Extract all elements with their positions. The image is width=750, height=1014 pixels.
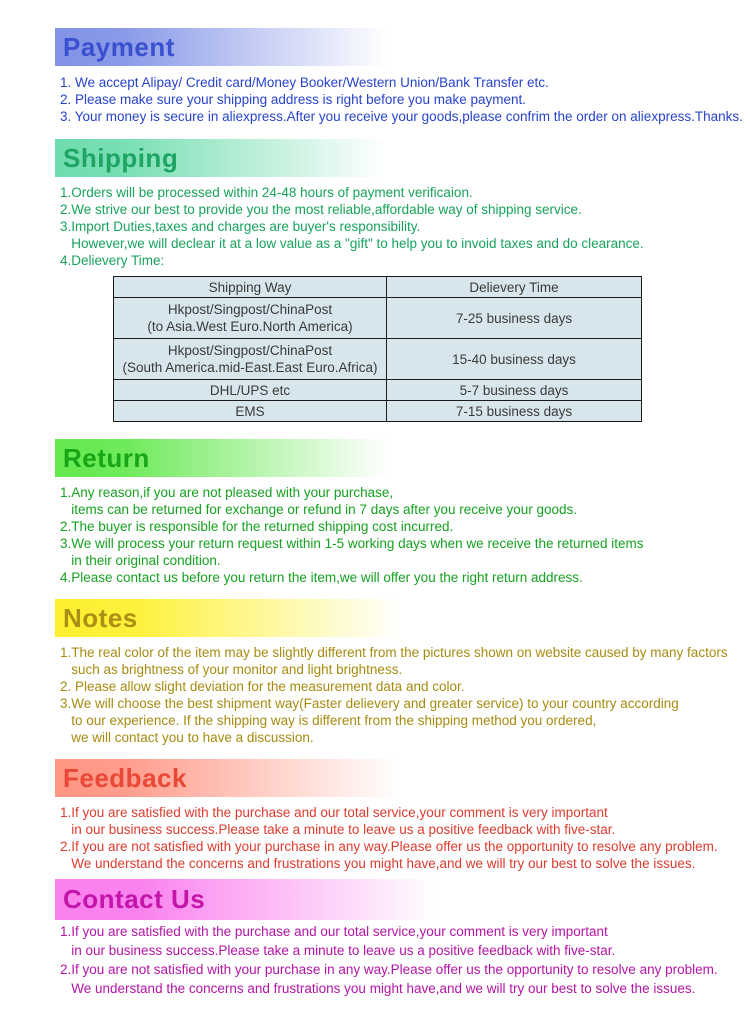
- feedback-item-1: 1.If you are satisfied with the purchase and our total service,your comment is very important: [60, 805, 608, 820]
- delivery-time-cell: 7-25 business days: [387, 298, 642, 339]
- notes-item-3-cont2: we will contact you to have a discussion.: [60, 730, 314, 745]
- shipping-items: [60, 184, 744, 269]
- shipping-way-cell: DHL/UPS etc: [114, 380, 387, 401]
- feedback-section-header: [55, 759, 747, 797]
- contact-section-header: [55, 879, 747, 920]
- feedback-item-2-cont: We understand the concerns and frustrations you might have,and we will try our best to solve the issues.: [60, 856, 696, 871]
- payment-section-header: [55, 28, 747, 66]
- contact-item-1-cont: in our business success.Please take a minute to leave us a positive feedback with five-star.: [60, 943, 616, 958]
- payment-item-3: 3. Your money is secure in aliexpress.After you receive your goods,please confrim the order on aliexpress.Thanks.: [60, 109, 743, 124]
- feedback-item-2: 2.If you are not satisfied with your purchase in any way.Please offer us the opportunity to resolve any problem.: [60, 839, 718, 854]
- notes-item-1: 1.The real color of the item may be slightly different from the pictures shown on website caused by many factors: [60, 645, 728, 660]
- table-row: [114, 401, 642, 422]
- payment-item-1: 1. We accept Alipay/ Credit card/Money Booker/Western Union/Bank Transfer etc.: [60, 75, 549, 90]
- contact-item-2-cont: We understand the concerns and frustrations you might have,and we will try our best to solve the issues.: [60, 981, 696, 996]
- shipping-way-cell: EMS: [114, 401, 387, 422]
- shipping-way-cell: [114, 298, 387, 339]
- return-items: [60, 484, 744, 586]
- table-row: [114, 298, 642, 339]
- shipping-table-header-row: [114, 277, 642, 298]
- notes-items: [60, 644, 744, 746]
- notes-item-2: 2. Please allow slight deviation for the measurement data and color.: [60, 679, 465, 694]
- shipping-item-3-cont: However,we will declear it at a low value as a "gift" to help you to invoid taxes and do clearance.: [60, 236, 644, 251]
- return-item-1: 1.Any reason,if you are not pleased with your purchase,: [60, 485, 394, 500]
- feedback-section-title: Feedback: [63, 762, 187, 793]
- payment-items: [60, 74, 744, 125]
- delivery-time-cell: 7-15 business days: [387, 401, 642, 422]
- return-section-header: [55, 439, 747, 477]
- shipping-section-header: [55, 139, 747, 177]
- return-item-3: 3.We will process your return request within 1-5 working days when we receive the returned items: [60, 536, 644, 551]
- shipping-item-4: 4.Delievery Time:: [60, 253, 165, 268]
- return-item-3-cont: in their original condition.: [60, 553, 221, 568]
- contact-items: [60, 922, 744, 998]
- notes-item-3: 3.We will choose the best shipment way(Faster delievery and greater service) to your country according: [60, 696, 679, 711]
- return-section-title: Return: [63, 442, 150, 473]
- return-item-1-cont: items can be returned for exchange or refund in 7 days after you receive your goods.: [60, 502, 578, 517]
- shipping-table: [113, 276, 642, 422]
- shipping-way-line2: (South America.mid-East.East Euro.Africa): [122, 360, 378, 375]
- shipping-section-title: Shipping: [63, 142, 179, 173]
- return-item-4: 4.Please contact us before you return the item,we will offer you the right return address.: [60, 570, 583, 585]
- contact-section-title: Contact Us: [63, 884, 206, 914]
- notes-item-1-cont: such as brightness of your monitor and light brightness.: [60, 662, 403, 677]
- shipping-way-line1: Hkpost/Singpost/ChinaPost: [167, 343, 333, 358]
- payment-item-2: 2. Please make sure your shipping address is right before you make payment.: [60, 92, 526, 107]
- return-item-2: 2.The buyer is responsible for the returned shipping cost incurred.: [60, 519, 454, 534]
- shipping-item-1: 1.Orders will be processed within 24-48 hours of payment verificaion.: [60, 185, 473, 200]
- notes-section-title: Notes: [63, 602, 138, 633]
- contact-item-1: 1.If you are satisfied with the purchase and our total service,your comment is very important: [60, 924, 608, 939]
- contact-item-2: 2.If you are not satisfied with your purchase in any way.Please offer us the opportunity to resolve any problem.: [60, 962, 718, 977]
- table-row: [114, 339, 642, 380]
- delivery-time-cell: 15-40 business days: [387, 339, 642, 380]
- shipping-way-line1: Hkpost/Singpost/ChinaPost: [167, 302, 333, 317]
- shipping-way-line2: (to Asia.West Euro.North America): [147, 319, 353, 334]
- table-row: [114, 380, 642, 401]
- feedback-items: [60, 804, 744, 872]
- shipping-item-3: 3.Import Duties,taxes and charges are buyer's responsibility.: [60, 219, 421, 234]
- notes-section-header: [55, 599, 747, 637]
- payment-section-title: Payment: [63, 31, 175, 62]
- shipping-way-cell: [114, 339, 387, 380]
- feedback-item-1-cont: in our business success.Please take a minute to leave us a positive feedback with five-star.: [60, 822, 616, 837]
- notes-item-3-cont1: to our experience. If the shipping way is different from the shipping method you ordered,: [60, 713, 597, 728]
- delivery-time-cell: 5-7 business days: [387, 380, 642, 401]
- shipping-way-column-header: Shipping Way: [114, 277, 387, 298]
- shipping-item-2: 2.We strive our best to provide you the most reliable,affordable way of shipping service.: [60, 202, 582, 217]
- delivery-time-column-header: Delievery Time: [387, 277, 642, 298]
